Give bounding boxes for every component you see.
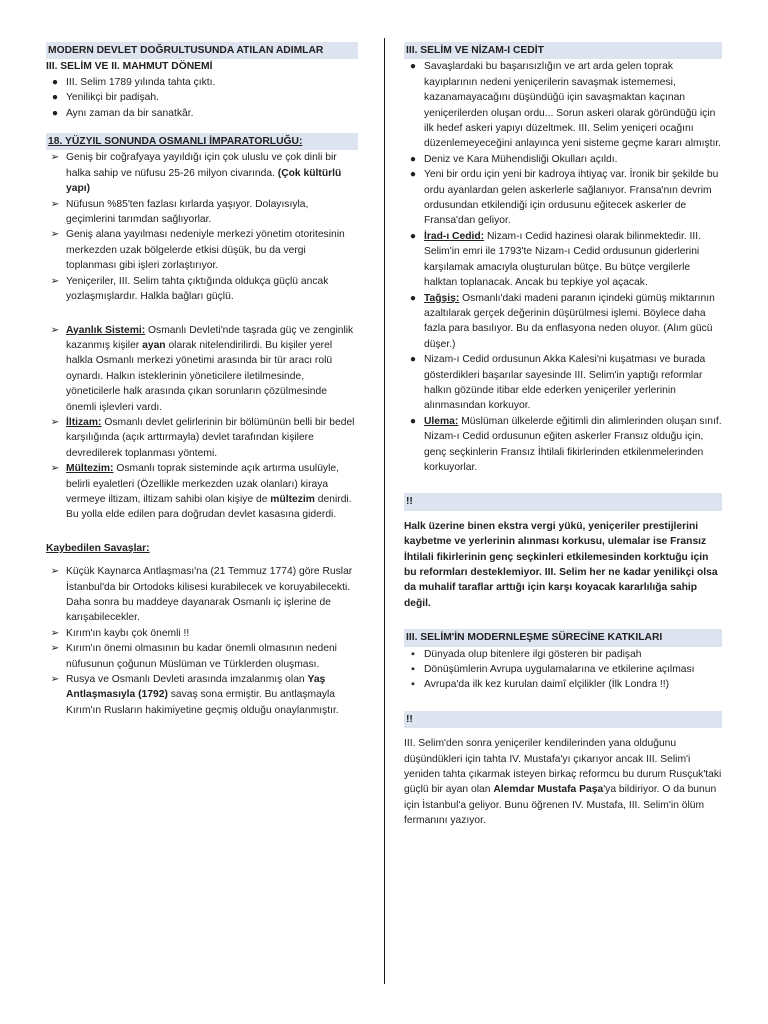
arrow-bullet-icon: ➢ [50,643,60,655]
wars-list [46,564,358,718]
modern-list [404,647,722,693]
warning-mark-1: !! [404,493,722,510]
arrow-bullet-icon: ➢ [50,674,60,686]
list-item: ● Yenilikçi bir padişah. [46,90,358,105]
arrow-bullet-icon: ➢ [50,463,60,475]
list-item: ➢ Ayanlık Sistemi: Osmanlı Devleti'nde taşrada güç ve zenginlik kazanmış kişiler ayan olarak nitelendirilirdi. Bu kişiler yerel halkla Osmanlı merkezi yönetimi arasında bir tür aracı rolü oynardı. Halkın isteklerinin yöneticilere iletilmesinde, yöneticilerle halk arasında çıkan sorunların çözülmesinde önemli işlevleri vardı. [46,323,358,415]
intro-list [46,75,358,121]
list-item: ➢ Kırım'ın kaybı çok önemli !! [46,626,358,641]
list-item: ● Ulema: Müslüman ülkelerde eğitimli din alimlerinden oluşan sınıf. Nizam-ı Cedid ordusunun eğiten askerler Fransız olduğu için, genç seçkinlerin Fransız İhtilali fikirlerinden etkilenmelerinden korkuyorlar. [404,414,722,476]
list-item: ➢ Geniş bir coğrafyaya yayıldığı için çok uluslu ve çok dinli bir halka sahip ve nüfusu 25-26 milyon civarında. (Çok kültürlü yapı) [46,150,358,196]
arrow-bullet-icon: ➢ [50,152,60,164]
list-item: ➢ Kırım'ın önemi olmasının bu kadar önemli olmasının nedeni nüfusunun çoğunun Müslüman ve Türklerden oluşması. [46,641,358,672]
list-item: ● Deniz ve Kara Mühendisliği Okulları açıldı. [404,152,722,167]
list-item: ● Tağşiş: Osmanlı'daki madeni paranın içindeki gümüş miktarının azaltılarak gerçek değerinin düşürülmesi işlemi. Böylece daha fazla para basılıyor. Bu da enflasyona neden oluyor. (Alım gücü düşer.) [404,291,722,353]
bullet-icon: ● [409,230,417,242]
warning-mark-2: !! [404,711,722,728]
arrow-bullet-icon: ➢ [50,275,60,287]
list-item: ● Aynı zaman da bir sanatkâr. [46,106,358,121]
arrow-bullet-icon: ➢ [50,324,60,336]
section-title-nizam-i-cedit: III. SELİM VE NİZAM-I CEDİT [404,42,722,59]
section-subtitle-donem: III. SELİM VE II. MAHMUT DÖNEMİ [46,61,213,73]
arrow-bullet-icon: ➢ [50,229,60,241]
terms-list [46,323,358,523]
list-item: ➢ Rusya ve Osmanlı Devleti arasında imzalanmış olan Yaş Antlaşmasıyla (1792) savaş sona ermiştir. Bu antlaşmayla Kırım'ın Rusların hakimiyetine geçmiş olduğu onaylanmıştır. [46,672,358,718]
arrow-bullet-icon: ➢ [50,566,60,578]
bullet-icon: ● [51,76,59,88]
column-divider [384,38,385,984]
bullet-icon: ● [409,153,417,165]
list-item: ➢ Mültezim: Osmanlı toprak sisteminde açık artırma usulüyle, belirli eyaletleri (Özellikle merkezden uzak olanları) kiraya vermeye iltizam, iltizam sahibi olan kişiye de mültezim denirdi. Bu yolla elde edilen para doğrudan devlet kasasına giderdi. [46,461,358,523]
arrow-bullet-icon: ➢ [50,627,60,639]
bullet-icon: ● [51,92,59,104]
bullet-icon: ● [409,169,417,181]
list-item: ➢ Geniş alana yayılması nedeniyle merkezi yönetim otoritesinin merkezden uzak bölgelerde etkisi düşük, bu da vergi toplanması gibi işleri zorlaştırıyor. [46,227,358,273]
list-item: ➢ İltizam: Osmanlı devlet gelirlerinin bir bölümünün belli bir bedel karşılığında (açık arttırmayla) devlet tarafından kişilere devredilerek toplanması yöntemi. [46,415,358,461]
warning-note-2: III. Selim'den sonra yeniçeriler kendilerinden yana olduğunu düşündükleri için tahta IV. Mustafa'yı çıkarıyor ancak III. Selim'i yeniden tahta çıkarmak isteyen birkaç reformcu bu durum Rusçuk'taki güçlü bir ayan olan Alemdar Mustafa Paşa'ya bildiriyor. O da bunun için İstanbul'a geliyor. Bunu öğrenen IV. Mustafa, III. Selim'in ölüm fermanını yazıyor. [404,738,722,827]
warning-note-1: Halk üzerine binen ekstra vergi yükü, yeniçeriler prestijlerini kaybetme ve yerlerinin alınması korkusu, ulemalar ise Fransız İhtilali fikirlerinin genç seçkinleri etkilemesinden korktuğu için bu reformları desteklemiyor. III. Selim her ne kadar yenilikçi olsa da muhalif taraflar arttığı için karşı koyacak kararlılığa sahip değil. [404,520,718,609]
list-item: ➢ Küçük Kaynarca Antlaşması'na (21 Temmuz 1774) göre Ruslar İstanbul'da bir Ortodoks kilisesi kurabilecek ve koruyabilecekti. Daha sonra bu maddeye dayanarak Osmanlı iç işlerine de karışabilecekler. [46,564,358,626]
left-column [46,42,358,718]
list-item: ➢ Yeniçeriler, III. Selim tahta çıktığında oldukça güçlü ancak yozlaşmışlardır. Halkla bağları güçlü. [46,274,358,305]
section-title-18-yuzyil: 18. YÜZYIL SONUNDA OSMANLI İMPARATORLUĞU: [46,133,358,150]
list-item: ● III. Selim 1789 yılında tahta çıktı. [46,75,358,90]
bullet-icon: ● [409,61,417,73]
arrow-bullet-icon: ➢ [50,198,60,210]
square-bullet-icon: ▪ [411,679,415,691]
section-title-kaybedilen-savaslar: Kaybedilen Savaşlar: [46,542,150,554]
section-title-modern-devlet: MODERN DEVLET DOĞRULTUSUNDA ATILAN ADIMLAR [46,42,358,59]
list-item: ● Nizam-ı Cedid ordusunun Akka Kalesi'ni kuşatması ve burada gösterdikleri başarılar sayesinde III. Selim'in yaptığı reformlar halkın gözünde itibar elde ederken yeniçeriler yerlerinin alınmasından korkuyor. [404,352,722,414]
list-item: ▪ Avrupa'da ilk kez kurulan daimî elçilikler (İlk Londra !!) [404,677,722,692]
right-column [404,42,722,829]
list-item: ▪ Dönüşümlerin Avrupa uygulamalarına ve etkilerine açılması [404,662,722,677]
list-item: ● Savaşlardaki bu başarısızlığın ve art arda gelen toprak kayıplarının nedeni yeniçerilerin savaşmak istememesi, kazanamayacağını düşündüğü için savaşmaktan kaçınan yeniçerilerden oluşan ordu... Sorun askeri olarak göründüğü için ilk hedef askeri yapıyı düzeltmek. III. Selim yeniçeri ocağını düzenlemeyeceğini anlayınca yeni sisteme geçme kararı almıştır. [404,59,722,151]
square-bullet-icon: ▪ [411,648,415,660]
list-item: ● Yeni bir ordu için yeni bir kadroya ihtiyaç var. İronik bir şekilde bu ordu ayanlardan gelen askerlerle sağlanıyor. Fransa'nın devrim ordusundan etkilendiği için ordusunu eğitecek askerler de Fransa'dan geliyor. [404,167,722,229]
list-item: ▪ Dünyada olup bitenlere ilgi gösteren bir padişah [404,647,722,662]
nizam-list [404,59,722,475]
bullet-icon: ● [409,415,417,427]
bullet-icon: ● [51,107,59,119]
bullet-icon: ● [409,354,417,366]
list-item: ➢ Nüfusun %85'ten fazlası kırlarda yaşıyor. Dolayısıyla, geçimlerini tarımdan sağlıyorlar. [46,197,358,228]
list-item: ● İrad-ı Cedid: Nizam-ı Cedid hazinesi olarak bilinmektedir. III. Selim'in emri ile 1793'te Nizam-ı Cedid ordusunun giderlerini karşılamak amacıyla oluşturulan bütçe. Bu bütçe vergilerle halktan toplanacak. Ancak bu tepkiye yol açacak. [404,229,722,291]
square-bullet-icon: ▪ [411,664,415,676]
arrow-bullet-icon: ➢ [50,416,60,428]
ottoman-list [46,150,358,304]
bullet-icon: ● [409,292,417,304]
section-title-modernlesme: III. SELİM'İN MODERNLEŞME SÜRECİNE KATKILARI [404,629,722,646]
